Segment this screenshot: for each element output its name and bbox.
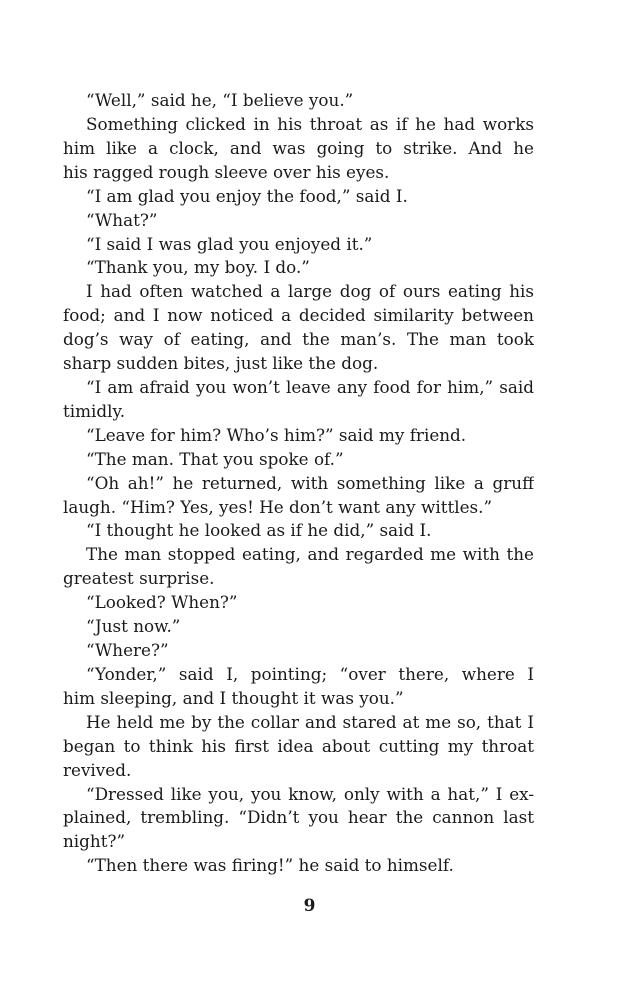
text-line: night?” <box>63 831 126 852</box>
text-line: timidly. <box>63 400 126 421</box>
text-line: I had often watched a large dog of ours eating his <box>86 281 534 302</box>
text-line: his ragged rough sleeve over his eyes. <box>63 161 390 182</box>
text-line: “Then there was firing!” he said to himself. <box>86 855 454 876</box>
text-line: plained, trembling. “Didn’t you hear the cannon last <box>63 807 534 828</box>
text-line: “Dressed like you, you know, only with a hat,” I ex- <box>86 783 534 804</box>
text-line: “What?” <box>86 209 158 230</box>
text-line: him sleeping, and I thought it was you.” <box>63 687 404 708</box>
text-line: “I thought he looked as if he did,” said I. <box>86 520 432 541</box>
text-line: “Leave for him? Who’s him?” said my friend. <box>86 424 467 445</box>
text-line: Something clicked in his throat as if he had works <box>86 113 534 134</box>
text-line: The man stopped eating, and regarded me with the <box>86 544 534 565</box>
text-line: food; and I now noticed a decided similarity between <box>63 305 534 326</box>
text-line: “Yonder,” said I, pointing; “over there, where I <box>86 664 534 684</box>
text-line: “Where?” <box>86 640 169 661</box>
text-line: “The man. That you spoke of.” <box>86 448 344 469</box>
text-line: “I said I was glad you enjoyed it.” <box>86 233 373 254</box>
text-line: “Just now.” <box>86 616 181 637</box>
text-line: began to think his first idea about cutting my throat <box>63 735 534 756</box>
text-line: revived. <box>63 759 132 780</box>
text-line: sharp sudden bites, just like the dog. <box>63 353 379 374</box>
text-line: laugh. “Him? Yes, yes! He don’t want any wittles.” <box>63 496 493 517</box>
text-line: “Well,” said he, “I believe you.” <box>86 90 354 110</box>
text-line: “Oh ah!” he returned, with something like a gruff <box>86 472 534 493</box>
text-line: dog’s way of eating, and the man’s. The man took <box>63 329 534 350</box>
text-line: “I am afraid you won’t leave any food for him,” said <box>86 376 534 397</box>
text-line: him like a clock, and was going to strike. And he <box>63 137 534 158</box>
body-text <box>63 89 534 878</box>
text-line: “Looked? When?” <box>86 592 238 613</box>
text-line: “Thank you, my boy. I do.” <box>86 257 310 278</box>
text-line: He held me by the collar and stared at me so, that I <box>86 711 534 732</box>
text-line: greatest surprise. <box>63 568 215 589</box>
page-number: 9 <box>303 896 316 916</box>
text-line: “I am glad you enjoy the food,” said I. <box>86 185 408 206</box>
